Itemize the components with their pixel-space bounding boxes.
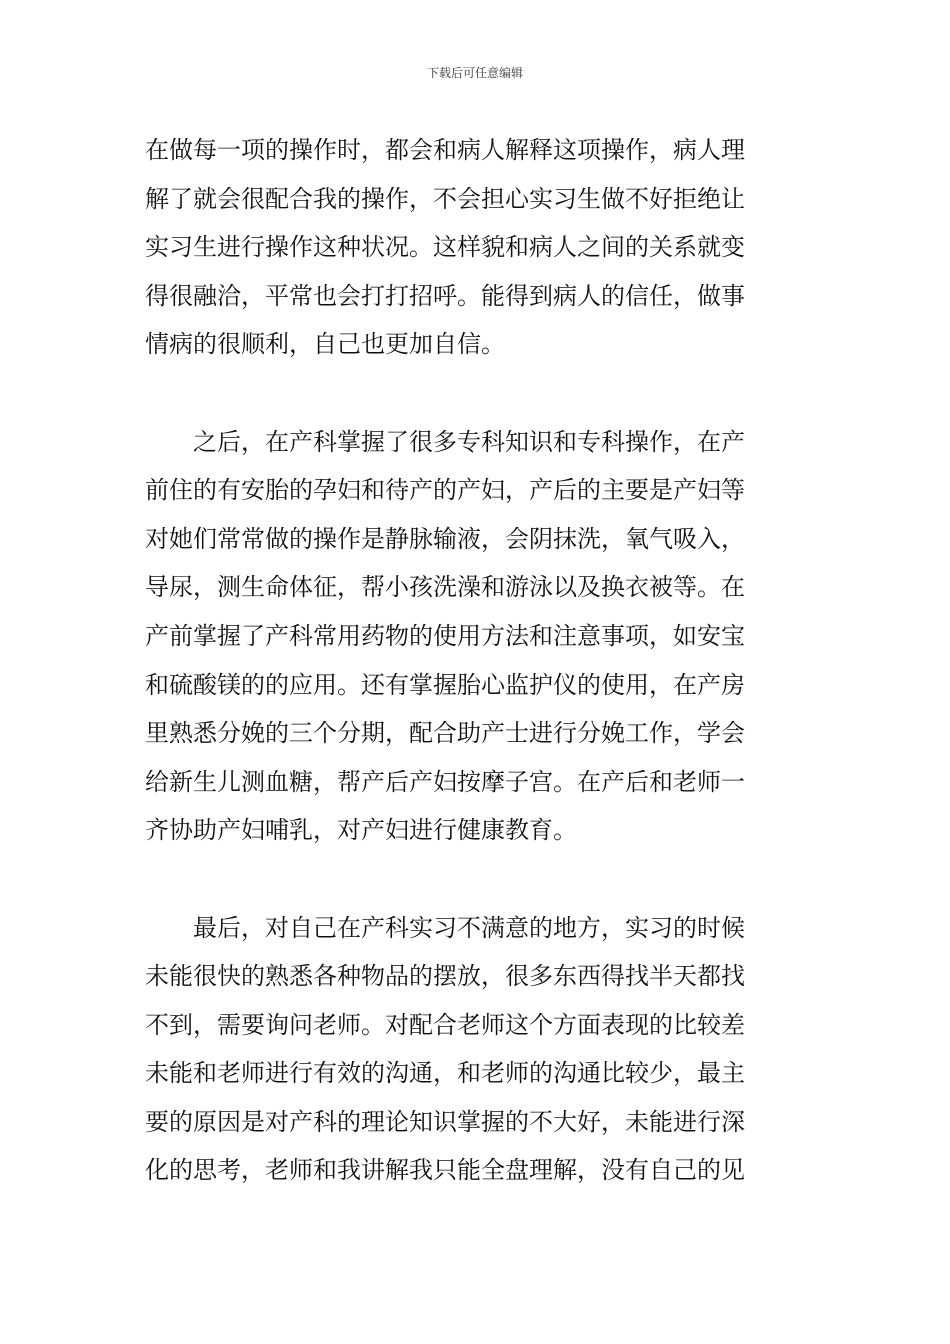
text-line: 里熟悉分娩的三个分期，配合助产士进行分娩工作，学会	[145, 719, 745, 748]
text-line: 未能很快的熟悉各种物品的摆放，很多东西得找半天都找	[145, 962, 745, 991]
text-line: 情病的很顺利，自己也更加自信。	[145, 330, 505, 359]
page-header: 下载后可任意编辑	[426, 66, 523, 80]
text-line: 前住的有安胎的孕妇和待产的产妇，产后的主要是产妇等	[145, 476, 745, 505]
text-line: 之后，在产科掌握了很多专科知识和专科操作，在产	[145, 427, 745, 456]
text-line: 不到，需要询问老师。对配合老师这个方面表现的比较差	[145, 1010, 745, 1039]
text-line: 导尿，测生命体征，帮小孩洗澡和游泳以及换衣被等。在	[145, 573, 745, 602]
text-line: 化的思考，老师和我讲解我只能全盘理解，没有自己的见	[145, 1156, 745, 1185]
text-line: 最后，对自己在产科实习不满意的地方，实习的时候	[145, 913, 745, 942]
text-line: 和硫酸镁的的应用。还有掌握胎心监护仪的使用，在产房	[145, 670, 745, 699]
text-line: 未能和老师进行有效的沟通，和老师的沟通比较少，最主	[145, 1059, 745, 1088]
paragraph-3	[145, 904, 815, 1196]
text-line: 解了就会很配合我的操作，不会担心实习生做不好拒绝让	[145, 184, 745, 213]
paragraph-1	[145, 126, 815, 369]
document-body	[145, 126, 815, 1195]
text-line: 给新生儿测血糖，帮产后产妇按摩子宫。在产后和老师一	[145, 767, 745, 796]
paragraph-2	[145, 418, 815, 855]
text-line: 在做每一项的操作时，都会和病人解释这项操作，病人理	[145, 136, 745, 164]
paragraph-gap	[145, 369, 815, 418]
paragraph-gap	[145, 855, 815, 904]
text-line: 得很融洽，平常也会打打招呼。能得到病人的信任，做事	[145, 281, 745, 310]
text-line: 齐协助产妇哺乳，对产妇进行健康教育。	[145, 816, 577, 845]
text-line: 实习生进行操作这种状况。这样貌和病人之间的关系就变	[145, 233, 745, 262]
text-line: 要的原因是对产科的理论知识掌握的不大好，未能进行深	[145, 1107, 745, 1136]
text-line: 产前掌握了产科常用药物的使用方法和注意事项，如安宝	[145, 621, 745, 650]
text-line: 对她们常常做的操作是静脉输液，会阴抹洗，氧气吸入，	[145, 524, 745, 553]
